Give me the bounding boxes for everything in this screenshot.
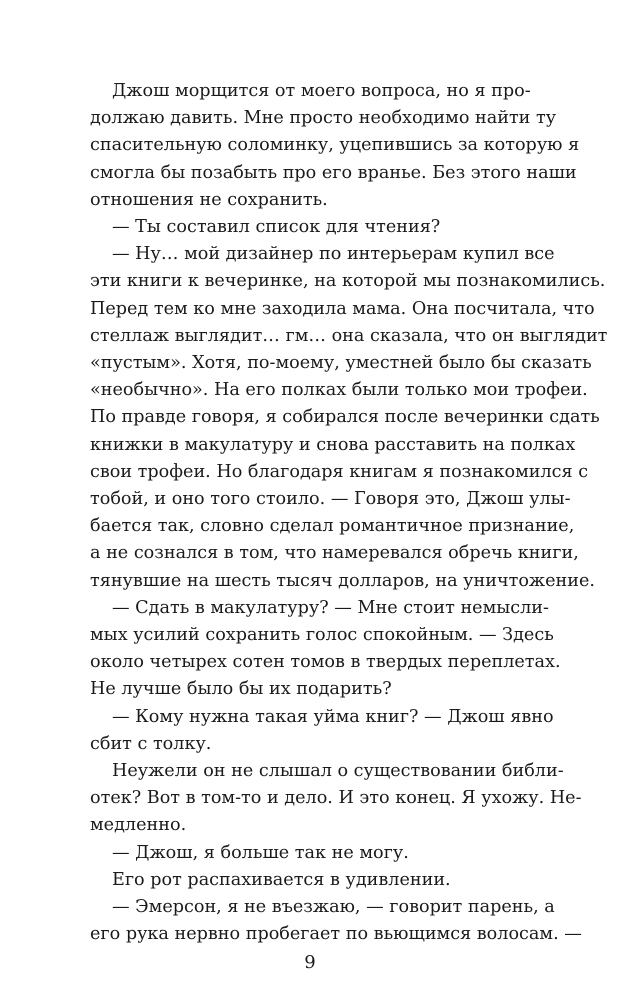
text-line: — Эмерсон, я не въезжаю, — говорит парень, а (112, 897, 555, 917)
text-line: Джош морщится от моего вопроса, но я про- (112, 81, 531, 101)
text-line: свои трофеи. Но благодаря книгам я познакомился с (90, 461, 589, 482)
text-line: медленно. (90, 815, 187, 836)
text-line: смогла бы позабыть про его вранье. Без этого наши (90, 162, 577, 183)
text-line: — Джош, я больше так не могу. (112, 842, 409, 863)
text-line: книжки в макулатуру и снова расставить на полках (90, 434, 576, 455)
text-line: Неужели он не слышал о существовании библи- (112, 761, 564, 781)
text-line: должаю давить. Мне просто необходимо найти ту (90, 108, 557, 129)
text-line: мых усилий сохранить голос спокойным. — Здесь (90, 625, 554, 645)
text-line: бается так, словно сделал романтичное признание, (90, 516, 575, 537)
text-line: «необычно». На его полках были только мои трофеи. (90, 380, 588, 401)
text-line: а не сознался в том, что намеревался обречь книги, (90, 543, 579, 564)
text-line: сбит с толку. (90, 733, 212, 754)
text-line: По правде говоря, я собирался после вечеринки сдать (90, 407, 600, 428)
text-line: спасительную соломинку, уцепившись за которую я (90, 135, 580, 156)
text-line: Его рот распахивается в удивлении. (112, 869, 451, 890)
text-line: стеллаж выглядит… гм… она сказала, что он выглядит (90, 325, 608, 346)
text-line: тобой, и оно того стоило. — Говоря это, Джош улы- (90, 489, 571, 509)
text-line: Не лучше было бы их подарить? (90, 679, 392, 700)
text-line: — Кому нужна такая уйма книг? — Джош явно (112, 706, 554, 727)
text-line: его рука нервно пробегает по вьющимся волосам. — (90, 924, 582, 945)
text-line: около четырех сотен томов в твердых переплетах. (90, 652, 561, 673)
text-line: отношения не сохранить. (90, 189, 328, 210)
text-line: Перед тем ко мне заходила мама. Она посчитала, что (90, 298, 595, 319)
text-line: эти книги к вечеринке, на которой мы познакомились. (90, 271, 606, 292)
text-line: «пустым». Хотя, по-моему, уместней было бы сказать (90, 353, 592, 373)
text-line: — Ты составил список для чтения? (112, 217, 441, 237)
text-line: отек? Вот в том-то и дело. И это конец. Я ухожу. Не- (90, 788, 582, 809)
text-line: — Ну… мой дизайнер по интерьерам купил все (112, 244, 555, 265)
text-line: — Сдать в макулатуру? — Мне стоит немысли- (112, 597, 549, 618)
text-line: тянувшие на шесть тысяч долларов, на уничтожение. (90, 570, 595, 591)
page-number: 9 (304, 952, 316, 973)
